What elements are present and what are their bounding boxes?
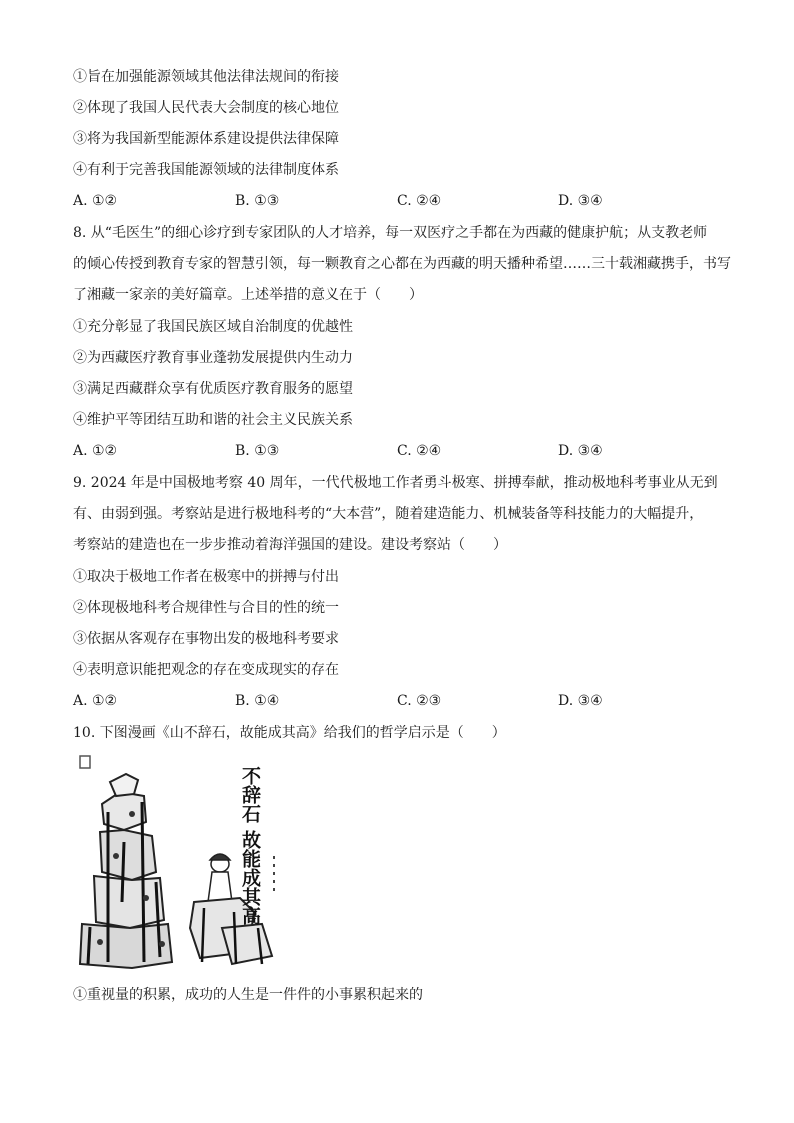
comic-caption: 不辞石 故能成其高 — [239, 766, 261, 925]
q8-stem-line-2: 的倾心传授到教育专家的智慧引领，每一颗教育之心都在为西藏的明天播种希望……三十载湘藏携手，书写 — [73, 256, 731, 272]
q8-choice-b: B. ①③ — [235, 443, 280, 459]
q7-option-1: ①旨在加强能源领域其他法律法规间的衔接 — [73, 69, 339, 85]
q9-option-1: ①取决于极地工作者在极寒中的拼搏与付出 — [73, 569, 339, 585]
q9-stem-line-2: 有、由弱到强。考察站是进行极地科考的“大本营”，随着建造能力、机械装备等科技能力的大幅提升， — [73, 506, 704, 522]
q9-choice-b: B. ①④ — [235, 693, 280, 709]
q10-stem: 10. 下图漫画《山不辞石，故能成其高》给我们的哲学启示是（ ） — [73, 725, 506, 741]
q8-option-4: ④维护平等团结互助和谐的社会主义民族关系 — [73, 412, 353, 428]
q7-option-2: ②体现了我国人民代表大会制度的核心地位 — [73, 100, 339, 116]
q8-choice-c: C. ②④ — [397, 443, 442, 459]
comic-illustration — [72, 752, 282, 974]
q9-stem-line-3: 考察站的建造也在一步步推动着海洋强国的建设。建设考察站（ ） — [73, 537, 507, 553]
q8-option-1: ①充分彰显了我国民族区域自治制度的优越性 — [73, 319, 353, 335]
q8-stem-line-1: 8. 从“毛医生”的细心诊疗到专家团队的人才培养，每一双医疗之手都在为西藏的健康护航；从支教老师 — [73, 225, 708, 241]
q8-option-3: ③满足西藏群众享有优质医疗教育服务的愿望 — [73, 381, 353, 397]
q9-choice-a: A. ①② — [73, 693, 118, 709]
q7-choice-c: C. ②④ — [397, 193, 442, 209]
q7-choice-b: B. ①③ — [235, 193, 280, 209]
comic-figure — [72, 752, 282, 974]
q7-option-4: ④有利于完善我国能源领域的法律制度体系 — [73, 162, 339, 178]
q8-choices — [73, 442, 733, 460]
q7-option-3: ③将为我国新型能源体系建设提供法律保障 — [73, 131, 339, 147]
q8-choice-a: A. ①② — [73, 443, 118, 459]
q9-stem-line-1: 9. 2024 年是中国极地考察 40 周年，一代代极地工作者勇斗极寒、拼搏奉献，推动极地科考事业从无到 — [73, 475, 718, 491]
q9-choices — [73, 692, 733, 710]
q9-option-4: ④表明意识能把观念的存在变成现实的存在 — [73, 662, 339, 678]
q9-choice-c: C. ②③ — [397, 693, 442, 709]
q7-choices — [73, 192, 733, 210]
q7-choice-a: A. ①② — [73, 193, 118, 209]
q8-stem-line-3: 了湘藏一家亲的美好篇章。上述举措的意义在于（ ） — [73, 287, 423, 303]
q9-choice-d: D. ③④ — [558, 693, 603, 709]
q9-option-2: ②体现极地科考合规律性与合目的性的统一 — [73, 600, 339, 616]
q8-choice-d: D. ③④ — [558, 443, 603, 459]
q8-option-2: ②为西藏医疗教育事业蓬勃发展提供内生动力 — [73, 350, 353, 366]
q7-choice-d: D. ③④ — [558, 193, 603, 209]
q10-option-1: ①重视量的积累，成功的人生是一件件的小事累积起来的 — [73, 987, 423, 1003]
q9-option-3: ③依据从客观存在事物出发的极地科考要求 — [73, 631, 339, 647]
